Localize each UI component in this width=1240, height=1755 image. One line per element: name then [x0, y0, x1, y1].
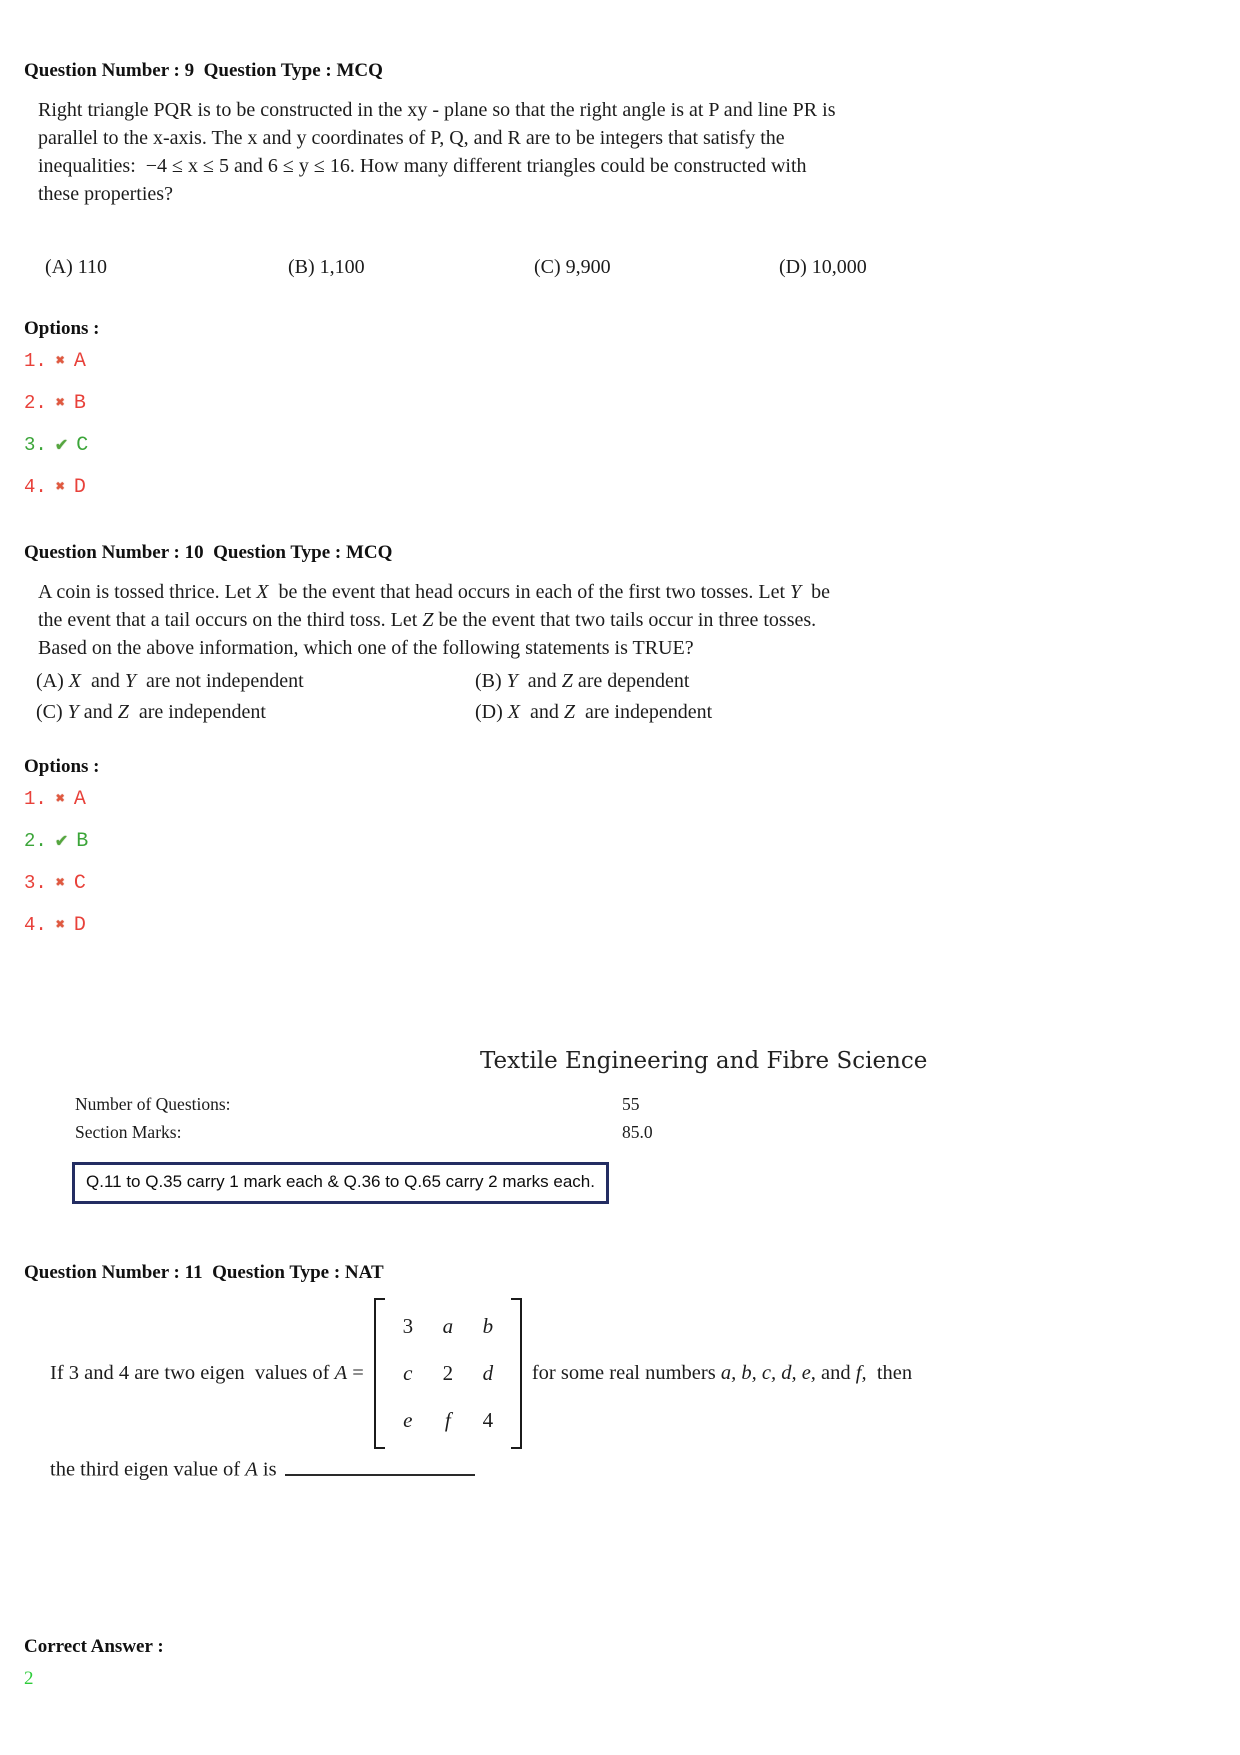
matrix-cell: a [442, 1314, 454, 1338]
cross-icon: ✖ [55, 394, 65, 412]
choice-value: 10,000 [811, 256, 867, 278]
option-row [24, 862, 88, 904]
equals-sign: = [347, 1362, 364, 1384]
check-icon: ✔ [55, 829, 68, 852]
matrix-cells [385, 1298, 511, 1449]
option-letter: D [73, 475, 86, 499]
question-9-line: parallel to the x-axis. The x and y coordinates of P, Q, and R are to be integers that satisfy the [38, 127, 785, 149]
choice-c [534, 256, 611, 279]
question-11-equation [50, 1298, 912, 1449]
matrix-cell: d [482, 1361, 494, 1385]
question-9-text [38, 96, 835, 208]
option-letter: C [76, 433, 89, 457]
question-9-line: Right triangle PQR is to be constructed in the xy - plane so that the right angle is at P and line PR is [38, 99, 836, 121]
option-letter: B [73, 391, 86, 415]
answer-blank-line [285, 1452, 475, 1476]
matrix-cell: 3 [402, 1314, 414, 1338]
option-row [24, 340, 88, 382]
matrix-cell: f [444, 1408, 451, 1432]
option-number: 4. [24, 914, 47, 936]
choice-label: (C) [534, 256, 561, 278]
equation-outro: for some real numbers a, b, c, d, e, and f, then [531, 1362, 913, 1384]
option-letter: B [76, 829, 89, 853]
choice-a: (A) X and Y are not independent [36, 670, 304, 692]
choice-d: (D) X and Z are independent [475, 701, 713, 723]
question-9-header: Question Number : 9 Question Type : MCQ [24, 60, 383, 81]
option-number: 3. [24, 872, 47, 894]
matrix-cell: c [403, 1361, 413, 1385]
matrix-right-bracket [511, 1298, 522, 1449]
option-number: 2. [24, 392, 47, 414]
option-letter: D [73, 913, 86, 937]
question-10-text [38, 578, 830, 662]
option-number: 1. [24, 350, 47, 372]
option-letter: A [73, 349, 86, 373]
section-row-label: Section Marks: [75, 1122, 182, 1142]
check-icon: ✔ [55, 433, 68, 456]
matrix-cell: 2 [442, 1361, 454, 1385]
choice-value: 9,900 [565, 256, 611, 278]
option-row [24, 820, 88, 862]
choice-a [45, 256, 107, 279]
question-10-line: A coin is tossed thrice. Let X be the event that head occurs in each of the first two tosses. Let Y be [38, 581, 831, 603]
choice-value: 1,100 [319, 256, 365, 278]
cross-icon: ✖ [55, 352, 65, 370]
options-label: Options : [24, 318, 100, 339]
section-row-label: Number of Questions: [75, 1094, 231, 1114]
option-number: 4. [24, 476, 47, 498]
cross-icon: ✖ [55, 916, 65, 934]
equation-intro: If 3 and 4 are two eigen values of [50, 1362, 335, 1384]
blank-prefix: the third eigen value of [50, 1458, 246, 1481]
cross-icon: ✖ [55, 790, 65, 808]
question-9-options-list [24, 340, 88, 508]
question-9-choices [0, 256, 1240, 286]
question-10-options-list [24, 778, 88, 946]
question-10-choices [36, 670, 712, 732]
option-row [24, 424, 88, 466]
correct-answer-value: 2 [24, 1668, 34, 1689]
cross-icon: ✖ [55, 478, 65, 496]
correct-answer-label: Correct Answer : [24, 1636, 164, 1657]
choice-d [779, 256, 867, 279]
blank-suffix: is [257, 1458, 277, 1481]
choice-c: (C) Y and Z are independent [36, 701, 266, 723]
section-row-value: 85.0 [622, 1122, 653, 1142]
choice-value: 110 [77, 256, 108, 278]
question-9-line: inequalities: −4 ≤ x ≤ 5 and 6 ≤ y ≤ 16. How many different triangles could be constructed with [38, 155, 807, 177]
options-label: Options : [24, 756, 100, 777]
option-letter: A [73, 787, 86, 811]
matrix-left-bracket [374, 1298, 385, 1449]
option-number: 3. [24, 434, 47, 456]
question-10-line: Based on the above information, which one of the following statements is TRUE? [38, 637, 694, 659]
matrix [374, 1298, 522, 1449]
choice-label: (D) [779, 256, 807, 278]
choice-label: (B) [288, 256, 315, 278]
matrix-cell: 4 [482, 1408, 494, 1432]
section-title: Textile Engineering and Fibre Science [480, 1048, 928, 1074]
section-row-value: 55 [622, 1094, 640, 1114]
question-11-blank-line [50, 1452, 475, 1482]
cross-icon: ✖ [55, 874, 65, 892]
choice-b: (B) Y and Z are dependent [475, 670, 690, 692]
option-row [24, 778, 88, 820]
question-10-line: the event that a tail occurs on the third toss. Let Z be the event that two tails occur in three tosses. [38, 609, 817, 631]
choice-label: (A) [45, 256, 73, 278]
option-row [24, 904, 88, 946]
matrix-variable: A [334, 1362, 348, 1384]
option-row [24, 466, 88, 508]
matrix-cell: e [403, 1408, 413, 1432]
option-letter: C [73, 871, 86, 895]
option-number: 1. [24, 788, 47, 810]
blank-variable: A [245, 1458, 258, 1481]
matrix-cell: b [482, 1314, 494, 1338]
choice-b [288, 256, 365, 279]
question-9-line: these properties? [38, 183, 173, 205]
question-10-header: Question Number : 10 Question Type : MCQ [24, 542, 393, 563]
option-row [24, 382, 88, 424]
marks-notice-box: Q.11 to Q.35 carry 1 mark each & Q.36 to Q.65 carry 2 marks each. [72, 1162, 609, 1204]
option-number: 2. [24, 830, 47, 852]
question-11-header: Question Number : 11 Question Type : NAT [24, 1262, 384, 1283]
